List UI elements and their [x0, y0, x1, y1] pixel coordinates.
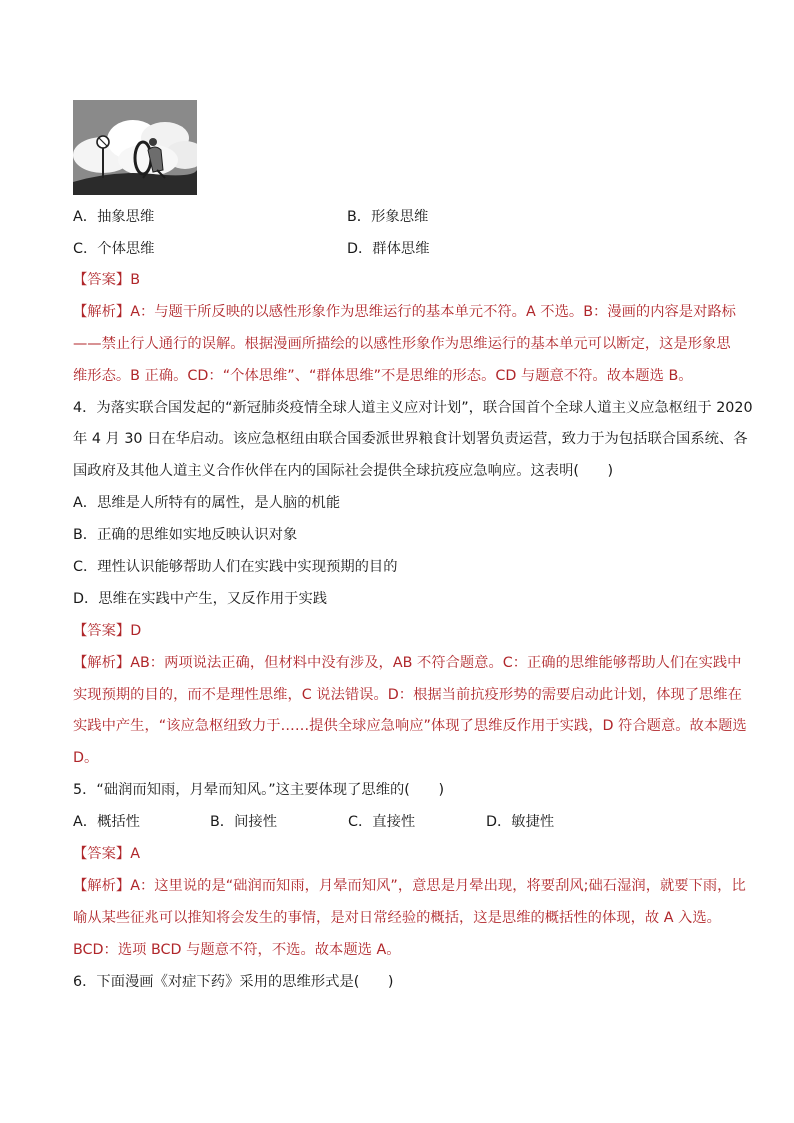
answer-value: B	[130, 272, 140, 288]
q4-option-a: A．思维是人所特有的属性，是人脑的机能	[73, 495, 341, 511]
analysis-text: A：这里说的是“础润而知雨，月晕而知风”，意思是月晕出现，将要刮风;础石湿润，就要下雨，比	[130, 878, 746, 894]
analysis-tag: 【解析】	[73, 655, 131, 671]
answer-tag: 【答案】	[73, 846, 131, 862]
q4-stem-line-2: 年 4 月 30 日在华启动。该应急枢纽由联合国委派世界粮食计划署负责运营，致力于为包括联合国系统、各	[73, 431, 748, 447]
analysis-tag: 【解析】	[73, 878, 131, 894]
q5-option-a: A．概括性	[73, 814, 140, 830]
answer-tag: 【答案】	[73, 272, 131, 288]
analysis-text: AB：两项说法正确，但材料中没有涉及，AB 不符合题意。C：正确的思维能够帮助人们在实践中	[130, 655, 742, 671]
q4-stem-line-1: 4．为落实联合国发起的“新冠肺炎疫情全球人道主义应对计划”，联合国首个全球人道主义应急枢纽于 2020	[73, 400, 753, 416]
answer-tag: 【答案】	[73, 623, 131, 639]
q4-analysis-line-3: 实践中产生，“该应急枢纽致力于……提供全球应急响应”体现了思维反作用于实践，D 符合题意。故本题选	[73, 718, 747, 734]
q3-analysis-line-3: 维形态。B 正确。CD：“个体思维”、“群体思维”不是思维的形态。CD 与题意不符。故本题选 B。	[73, 368, 693, 384]
q3-option-a: A．抽象思维	[73, 209, 155, 225]
q3-option-b: B．形象思维	[347, 209, 429, 225]
q5-option-b: B．间接性	[210, 814, 277, 830]
q4-option-c: C．理性认识能够帮助人们在实践中实现预期的目的	[73, 559, 398, 575]
q3-analysis-line-2: ——禁止行人通行的误解。根据漫画所描绘的以感性形象作为思维运行的基本单元可以断定，这是形象思	[73, 336, 731, 352]
q5-analysis-line-3: BCD：选项 BCD 与题意不符，不选。故本题选 A。	[73, 942, 401, 958]
q4-option-b: B．正确的思维如实地反映认识对象	[73, 527, 298, 543]
q4-analysis-line-2: 实现预期的目的，而不是理性思维，C 说法错误。D：根据当前抗疫形势的需要启动此计划，体现了思维在	[73, 687, 742, 703]
q5-answer	[73, 844, 140, 864]
q5-option-d: D．敏捷性	[486, 814, 555, 830]
q3-answer	[73, 270, 140, 290]
q4-option-d: D．思维在实践中产生，又反作用于实践	[73, 591, 328, 607]
answer-value: D	[130, 623, 142, 639]
analysis-text: A：与题干所反映的以感性形象作为思维运行的基本单元不符。A 不选。B：漫画的内容是对路标	[130, 304, 736, 320]
q5-option-c: C．直接性	[348, 814, 416, 830]
q6-stem: 6．下面漫画《对症下药》采用的思维形式是( )	[73, 974, 394, 990]
q5-analysis-line-1	[73, 876, 746, 896]
cartoon-illustration	[73, 100, 197, 195]
q4-stem-line-3: 国政府及其他人道主义合作伙伴在内的国际社会提供全球抗疫应急响应。这表明( )	[73, 463, 614, 479]
q5-analysis-line-2: 喻从某些征兆可以推知将会发生的事情，是对日常经验的概括，这是思维的概括性的体现，故 A 入选。	[73, 910, 721, 926]
q4-analysis-line-1	[73, 653, 741, 673]
q4-answer	[73, 621, 141, 641]
q3-option-d: D．群体思维	[347, 241, 430, 257]
q4-analysis-line-4: D。	[73, 750, 99, 766]
analysis-tag: 【解析】	[73, 304, 131, 320]
answer-value: A	[130, 846, 140, 862]
q3-analysis-line-1	[73, 302, 736, 322]
cartoon-image	[73, 100, 197, 195]
q5-stem: 5．“础润而知雨，月晕而知风。”这主要体现了思维的( )	[73, 782, 445, 798]
q3-option-c: C．个体思维	[73, 241, 155, 257]
